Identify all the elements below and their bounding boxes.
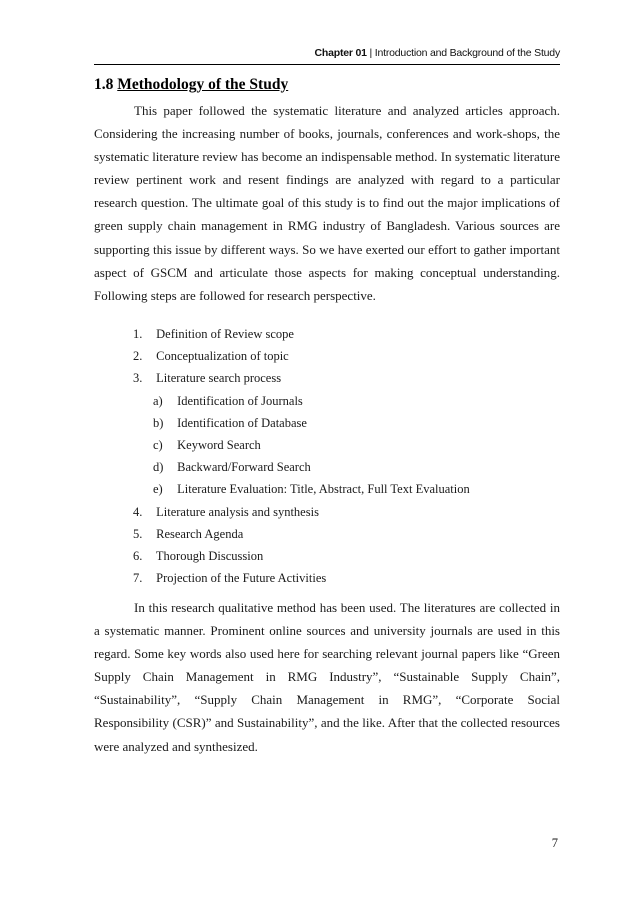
header-title: Introduction and Background of the Study [374,47,560,59]
page-number: 7 [551,836,558,850]
list-item: 3. Literature search process [133,371,282,386]
sub-list-item: a) Identification of Journals [153,393,303,408]
sub-list-item: d) Backward/Forward Search [153,460,311,475]
list-item: 2. Conceptualization of topic [133,349,289,364]
research-steps-list [133,323,553,589]
header-separator: | [369,47,373,59]
header-divider [94,64,560,65]
list-item: 6. Thorough Discussion [133,548,264,563]
method-paragraph-text: In this research qualitative method has been used. The literatures are collected in a systematic manner. Prominent online sources and university journals are used in this regard. Some key words also used here for searching relevant journal papers like “Green Supply Chain Management in RMG Industry”, “Sustainable Supply Chain”, “Sustainability”, “Supply Chain Management in RMG”, “Corporate Social Responsibility (CSR)” and Sustainability”, and the like. After that the collected resources were analyzed and synthesized. [94,600,560,754]
section-heading [94,76,288,94]
sub-list-item: e) Literature Evaluation: Title, Abstract, Full Text Evaluation [153,482,470,497]
sub-list-item: b) Identification of Database [153,415,307,430]
list-item: 5. Research Agenda [133,526,244,541]
list-item: 4. Literature analysis and synthesis [133,504,319,519]
section-number: 1.8 [94,76,114,93]
method-paragraph [94,596,560,758]
list-item: 1. Definition of Review scope [133,327,294,341]
sub-list-item: c) Keyword Search [153,437,261,452]
intro-paragraph-text: This paper followed the systematic literature and analyzed articles approach. Considering the increasing number of books, journals, conferences and work-shops, the systematic literature review has become an indispensable method. In systematic literature review pertinent work and resent findings are analyzed with regard to a particular research question. The ultimate goal of this study is to find out the major implications of green supply chain management in RMG industry of Bangladesh. Various sources are supporting this issue by different ways. So we have exerted our effort to gather important aspect of GSCM and articulate those aspects for making conceptual understanding. Following steps are followed for research perspective. [94,103,560,303]
section-title: Methodology of the Study [117,76,289,93]
header-chapter: Chapter 01 [314,47,367,59]
running-header [315,47,560,59]
list-item: 7. Projection of the Future Activities [133,571,327,586]
intro-paragraph [94,99,560,307]
